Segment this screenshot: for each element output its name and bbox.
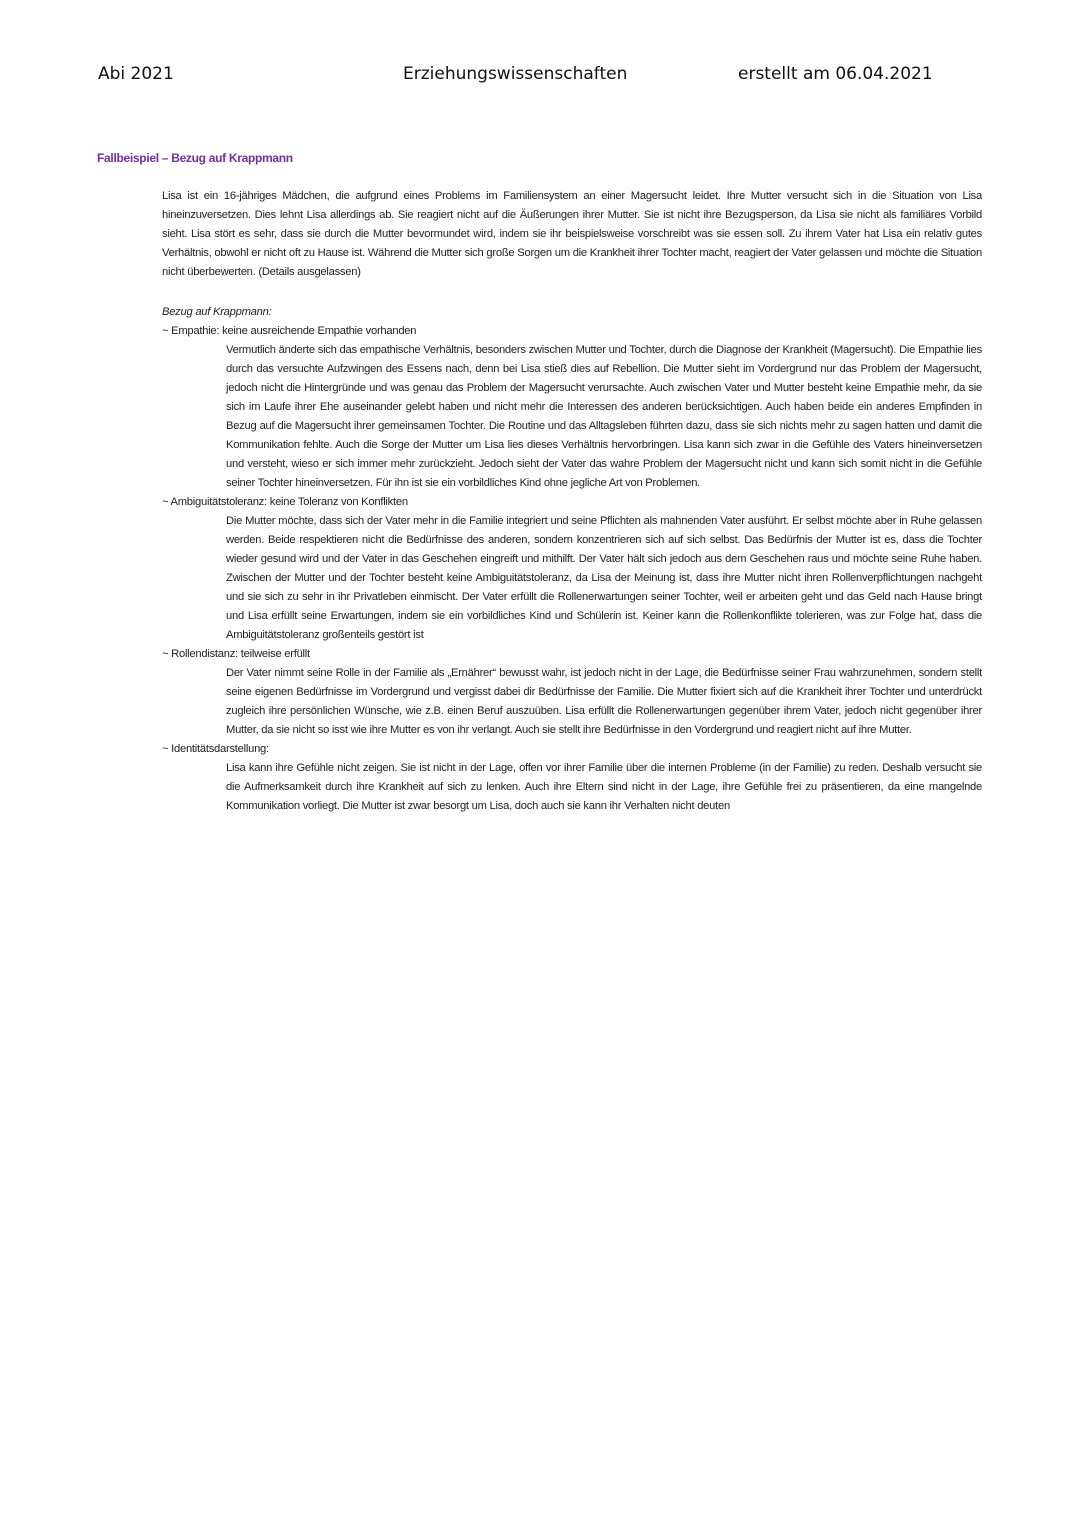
header-course-year: Abi 2021 bbox=[98, 64, 174, 84]
point-body-empathie: Vermutlich änderte sich das empathische Verhältnis, besonders zwischen Mutter und Tochter, durch die Diagnose der Krankheit (Magersucht). Die Empathie lies durch das versuchte Aufzwingen des Essens nach, denn bei Lisa stieß dies auf Rebellion. Die Mutter sieht im Vordergrund nur das Problem der Magersucht, jedoch nicht die Hintergründe und was genau das Problem der Magersucht verursachte. Auch zwischen Vater und Mutter besteht keine Empathie mehr, da sie sich im Laufe ihrer Ehe auseinander gelebt haben und nicht mehr die Interessen des anderen berücksichtigen. Auch haben beide ein anderes Empfinden in Bezug auf die Magersucht ihrer gemeinsamen Tochter. Die Routine und das Alltagsleben führten dazu, dass sie sich nichts mehr zu sagen hatten und damit die Kommunikation fehlte. Auch die Sorge der Mutter um Lisa lies dieses Verhältnis hervorbringen. Lisa kann sich zwar in die Gefühle des Vaters hineinversetzen und versteht, wieso er sich immer mehr zurückzieht. Jedoch sieht der Vater das wahre Problem der Magersucht nicht und kann sich somit nicht in die Gefühle seiner Tochter hineinversetzen. Für ihn ist sie ein vorbildliches Kind ohne jegliche Art von Problemen. bbox=[226, 344, 982, 489]
point-body-ambiguitaetstoleranz: Die Mutter möchte, dass sich der Vater mehr in die Familie integriert und seine Pflichten als mahnenden Vater ausführt. Er selbst möchte aber in Ruhe gelassen werden. Beide respektieren nicht die Bedürfnisse des anderen, sondern konzentrieren sich auf sich selbst. Das Bedürfnis der Mutter ist es, dass die Tochter wieder gesund wird und der Vater in das Geschehen eingreift und mithilft. Der Vater hält sich jedoch aus dem Geschehen raus und möchte seine Ruhe haben. Zwischen der Mutter und der Tochter besteht keine Ambiguitätstoleranz, da Lisa der Meinung ist, dass ihre Mutter nicht ihren Rollenverpflichtungen nachgeht und sie sich zu sehr in ihr Privatleben einmischt. Der Vater erfüllt die Rollenerwartungen seiner Tochter, weil er arbeiten geht und das Geld nach Hause bringt und Lisa erfüllt seine Erwartungen, indem sie ein vorbildliches Kind und Schülerin ist. Keiner kann die Rollenkonflikte tolerieren, was zur Folge hat, dass die Ambiguitätstoleranz großenteils gestört ist bbox=[226, 515, 982, 641]
point-body-rollendistanz: Der Vater nimmt seine Rolle in der Familie als „Ernährer“ bewusst wahr, ist jedoch nicht in der Lage, die Bedürfnisse seiner Frau wahrzunehmen, sondern stellt seine eigenen Bedürfnisse im Vordergrund und vergisst dabei dir Bedürfnisse der Familie. Die Mutter fixiert sich auf die Krankheit ihrer Tochter und unterdrückt zugleich ihre persönlichen Wünsche, wie z.B. einen Beruf auszuüben. Lisa erfüllt die Rollenerwartungen gegenüber ihrem Vater, jedoch nicht gegenüber ihrer Mutter, da sie nicht so isst wie ihre Mutter es von ihr verlangt. Auch sie stellt ihre Bedürfnisse in den Vordergrund und reagiert nicht auf ihre Mutter. bbox=[226, 667, 982, 736]
point-body-identitaetsdarstellung: Lisa kann ihre Gefühle nicht zeigen. Sie ist nicht in der Lage, offen vor ihrer Familie über die internen Probleme (in der Familie) zu reden. Deshalb versucht sie die Aufmerksamkeit durch ihre Krankheit auf sich zu lenken. Auch ihre Eltern sind nicht in der Lage, ihre Gefühle frei zu präsentieren, da eine mangelnde Kommunikation vorliegt. Die Mutter ist zwar besorgt um Lisa, doch auch sie kann ihr Verhalten nicht deuten bbox=[226, 762, 982, 812]
point-label-identitaetsdarstellung: ~ Identitätsdarstellung: bbox=[162, 743, 269, 755]
point-label-empathie: ~ Empathie: keine ausreichende Empathie vorhanden bbox=[162, 325, 417, 337]
section-title: Fallbeispiel – Bezug auf Krappmann bbox=[97, 151, 293, 165]
intro-paragraph: Lisa ist ein 16-jähriges Mädchen, die aufgrund eines Problems im Familiensystem an einer Magersucht leidet. Ihre Mutter versucht sich in die Situation von Lisa hineinzuversetzen. Dies lehnt Lisa allerdings ab. Sie reagiert nicht auf die Äußerungen ihrer Mutter. Sie ist nicht ihre Bezugsperson, da Lisa sie nicht als familiäres Vorbild sieht. Lisa stört es sehr, dass sie durch die Mutter bevormundet wird, indem sie ihr beispielsweise vorschreibt was sie essen soll. Zu ihrem Vater hat Lisa ein relativ gutes Verhältnis, obwohl er nicht oft zu Hause ist. Während die Mutter sich große Sorgen um die Krankheit ihrer Tochter macht, reagiert der Vater gelassen und möchte die Situation nicht überbewerten. (Details ausgelassen) bbox=[162, 190, 982, 278]
point-label-rollendistanz: ~ Rollendistanz: teilweise erfüllt bbox=[162, 648, 310, 660]
bezug-heading: Bezug auf Krappmann: bbox=[162, 306, 272, 318]
point-label-ambiguitaetstoleranz: ~ Ambiguitätstoleranz: keine Toleranz von Konflikten bbox=[162, 496, 408, 508]
page-header bbox=[0, 64, 1080, 94]
bezug-section bbox=[162, 303, 982, 816]
header-date: erstellt am 06.04.2021 bbox=[738, 64, 933, 84]
header-subject: Erziehungswissenschaften bbox=[403, 64, 628, 84]
